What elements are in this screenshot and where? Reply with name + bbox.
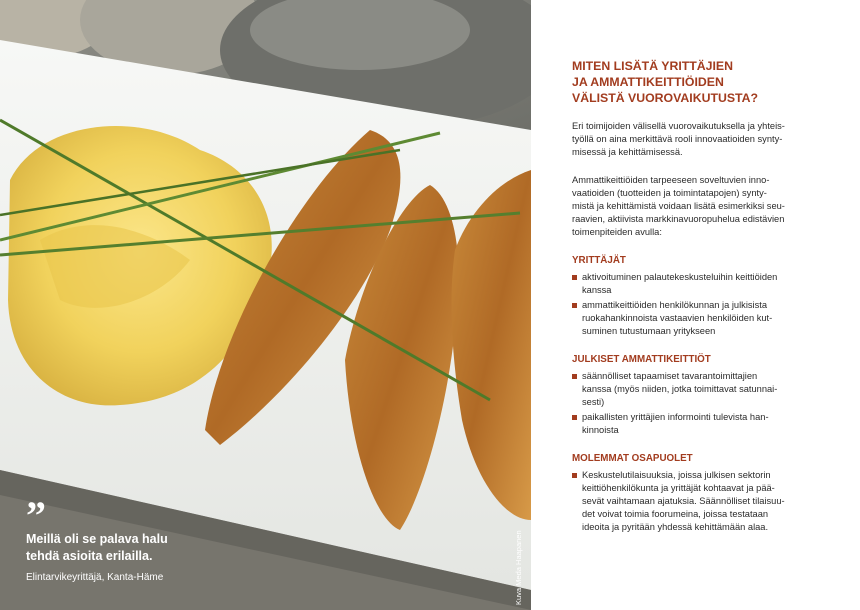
para2-line-3: mistä ja kehittämistä voidaan lisätä esimerkiksi seu- bbox=[572, 201, 785, 212]
list-item-line: säännölliset tapaamiset tavarantoimittajien bbox=[582, 370, 758, 381]
para2-line-1: Ammattikeittiöiden tarpeeseen soveltuvien inno- bbox=[572, 174, 770, 185]
heading-line-3: VÄLISTÄ VUOROVAIKUTUSTA? bbox=[572, 91, 759, 105]
intro-line-2: työllä on aina merkittävä rooli innovaatioiden synty- bbox=[572, 134, 783, 145]
heading-line-2: JA AMMATTIKEITTIÖIDEN bbox=[572, 75, 724, 89]
article-panel bbox=[531, 0, 860, 610]
list-item-line: aktivoituminen palautekeskusteluihin keittiöiden bbox=[582, 271, 778, 282]
quote-box bbox=[26, 493, 286, 585]
para2-line-2: vaatioiden (tuotteiden ja toimintatapojen) synty- bbox=[572, 187, 767, 198]
article-heading bbox=[572, 58, 819, 106]
list-item-line: sevät vaihtamaan ajatuksia. Säännölliset tilaisuu- bbox=[582, 496, 785, 507]
list-item-line: suminen tutustumaan yritykseen bbox=[582, 326, 716, 337]
list-item-line: paikallisten yrittäjien informointi tulevista han- bbox=[582, 412, 769, 423]
bullet-square-icon bbox=[572, 415, 577, 420]
intro-paragraph bbox=[572, 120, 819, 160]
article-content bbox=[572, 58, 819, 537]
measures-paragraph bbox=[572, 174, 819, 240]
bullet-square-icon bbox=[572, 275, 577, 280]
list-item bbox=[572, 469, 819, 535]
para2-line-5: toimenpiteiden avulla: bbox=[572, 227, 662, 238]
list-item-line: keittiöhenkilökunta ja yrittäjät kohtaavat ja pää- bbox=[582, 482, 775, 493]
heading-line-1: MITEN LISÄTÄ YRITTÄJIEN bbox=[572, 59, 734, 73]
para2-line-4: raavien, aktiivista markkinavuoropuhelua edistävien bbox=[572, 214, 785, 225]
list-item-line: ruokahankinnoista vastaavien henkilöiden kut- bbox=[582, 313, 773, 324]
section-title-molemmat: MOLEMMAT OSAPUOLET bbox=[572, 452, 693, 464]
list-item bbox=[572, 411, 819, 437]
quote-line-1: Meillä oli se palava halu bbox=[26, 532, 168, 546]
list-item-line: kinnoista bbox=[582, 425, 619, 436]
bullet-square-icon bbox=[572, 473, 577, 478]
quote-source: Elintarvikeyrittäjä, Kanta-Häme bbox=[26, 572, 164, 583]
list-item-line: kanssa (myös niiden, jotka toimittavat satunnai- bbox=[582, 383, 778, 394]
list-item bbox=[572, 370, 819, 410]
section-list-molemmat bbox=[572, 469, 819, 535]
section-list-yrittajat bbox=[572, 271, 819, 339]
list-item-line: ammattikeittiöiden henkilökunnan ja julkisista bbox=[582, 300, 768, 311]
section-list-julkiset bbox=[572, 370, 819, 438]
list-item bbox=[572, 271, 819, 297]
list-item-line: kanssa bbox=[582, 284, 612, 295]
bullet-square-icon bbox=[572, 374, 577, 379]
list-item bbox=[572, 299, 819, 339]
quote-mark-icon: ” bbox=[26, 493, 46, 538]
intro-line-3: misessä ja kehittämisessä. bbox=[572, 147, 683, 158]
bullet-square-icon bbox=[572, 303, 577, 308]
section-title-julkiset: JULKISET AMMATTIKEITTIÖT bbox=[572, 353, 711, 365]
section-title-yrittajat: YRITTÄJÄT bbox=[572, 254, 626, 266]
list-item-line: sesti) bbox=[582, 397, 605, 408]
intro-line-1: Eri toimijoiden välisellä vuorovaikutuksella ja yhteis- bbox=[572, 121, 785, 131]
list-item-line: det voivat toimia foorumeina, joissa testataan bbox=[582, 509, 769, 520]
quote-line-2: tehdä asioita erilailla. bbox=[26, 549, 153, 563]
list-item-line: ideoita ja pyritään yhdessä kehittämään alaa. bbox=[582, 522, 769, 533]
list-item-line: Keskustelutilaisuuksia, joissa julkisen sektorin bbox=[582, 469, 771, 480]
photo-credit: Kuva Meda Haapanen bbox=[514, 530, 523, 605]
